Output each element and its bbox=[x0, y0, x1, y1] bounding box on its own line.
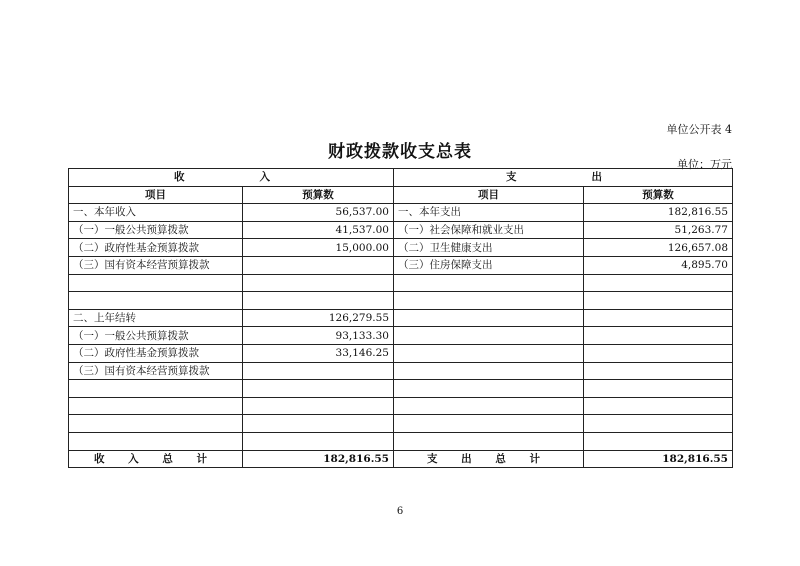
expense-value-cell bbox=[584, 309, 733, 327]
income-value-cell: 41,537.00 bbox=[243, 221, 394, 239]
income-item-cell: （二）政府性基金预算拨款 bbox=[69, 344, 243, 362]
income-budget-header: 预算数 bbox=[243, 186, 394, 204]
table-row bbox=[69, 274, 733, 292]
unit-label: 单位：万元 bbox=[677, 158, 732, 171]
expense-value-cell bbox=[584, 380, 733, 398]
income-value-cell: 56,537.00 bbox=[243, 204, 394, 222]
income-item-header: 项目 bbox=[69, 186, 243, 204]
expense-budget-header: 预算数 bbox=[584, 186, 733, 204]
table-row bbox=[69, 432, 733, 450]
table-row bbox=[69, 309, 733, 327]
income-item-cell: （三）国有资本经营预算拨款 bbox=[69, 256, 243, 274]
table-row bbox=[69, 221, 733, 239]
income-value-cell bbox=[243, 432, 394, 450]
expense-item-cell bbox=[394, 292, 584, 310]
income-value-cell bbox=[243, 380, 394, 398]
expense-item-cell bbox=[394, 362, 584, 380]
income-value-cell bbox=[243, 274, 394, 292]
expense-item-cell bbox=[394, 274, 584, 292]
income-item-cell: 二、上年结转 bbox=[69, 309, 243, 327]
expense-value-cell bbox=[584, 397, 733, 415]
expense-section-header: 支 出 bbox=[394, 169, 733, 187]
form-number: 单位公开表 4 bbox=[666, 123, 732, 136]
income-value-cell bbox=[243, 292, 394, 310]
expense-item-cell: （三）住房保障支出 bbox=[394, 256, 584, 274]
income-value-cell: 15,000.00 bbox=[243, 239, 394, 257]
expense-value-cell: 126,657.08 bbox=[584, 239, 733, 257]
table-row bbox=[69, 362, 733, 380]
income-item-cell: （三）国有资本经营预算拨款 bbox=[69, 362, 243, 380]
table-row bbox=[69, 204, 733, 222]
column-header-row bbox=[69, 186, 733, 204]
expense-item-cell: （一）社会保障和就业支出 bbox=[394, 221, 584, 239]
table-body bbox=[69, 204, 733, 450]
page-title: 财政拨款收支总表 bbox=[328, 142, 472, 162]
income-total-label: 收 入 总 计 bbox=[69, 450, 243, 468]
expense-value-cell bbox=[584, 327, 733, 345]
income-item-cell: （二）政府性基金预算拨款 bbox=[69, 239, 243, 257]
expense-value-cell: 51,263.77 bbox=[584, 221, 733, 239]
expense-total-value: 182,816.55 bbox=[584, 450, 733, 468]
expense-item-cell: （二）卫生健康支出 bbox=[394, 239, 584, 257]
income-item-cell: （一）一般公共预算拨款 bbox=[69, 327, 243, 345]
income-value-cell bbox=[243, 397, 394, 415]
table-row bbox=[69, 239, 733, 257]
expense-item-cell bbox=[394, 309, 584, 327]
income-item-cell bbox=[69, 274, 243, 292]
income-value-cell bbox=[243, 362, 394, 380]
expense-value-cell bbox=[584, 362, 733, 380]
expense-item-cell bbox=[394, 380, 584, 398]
expense-value-cell: 182,816.55 bbox=[584, 204, 733, 222]
section-header-row bbox=[69, 169, 733, 187]
expense-item-cell bbox=[394, 344, 584, 362]
table-row bbox=[69, 415, 733, 433]
expense-value-cell: 4,895.70 bbox=[584, 256, 733, 274]
income-item-cell: （一）一般公共预算拨款 bbox=[69, 221, 243, 239]
income-value-cell: 93,133.30 bbox=[243, 327, 394, 345]
income-total-value: 182,816.55 bbox=[243, 450, 394, 468]
expense-item-cell: 一、本年支出 bbox=[394, 204, 584, 222]
expense-item-cell bbox=[394, 397, 584, 415]
table-row bbox=[69, 397, 733, 415]
table-row bbox=[69, 327, 733, 345]
table-row bbox=[69, 344, 733, 362]
income-item-cell: 一、本年收入 bbox=[69, 204, 243, 222]
table-row bbox=[69, 292, 733, 310]
income-item-cell bbox=[69, 415, 243, 433]
page-number: 6 bbox=[396, 506, 404, 517]
expense-value-cell bbox=[584, 344, 733, 362]
income-section-header: 收 入 bbox=[69, 169, 394, 187]
expense-total-label: 支 出 总 计 bbox=[394, 450, 584, 468]
income-item-cell bbox=[69, 432, 243, 450]
expense-item-cell bbox=[394, 432, 584, 450]
income-value-cell: 126,279.55 bbox=[243, 309, 394, 327]
expense-value-cell bbox=[584, 274, 733, 292]
expense-item-cell bbox=[394, 327, 584, 345]
income-value-cell: 33,146.25 bbox=[243, 344, 394, 362]
total-row bbox=[69, 450, 733, 468]
table-row bbox=[69, 256, 733, 274]
expense-value-cell bbox=[584, 292, 733, 310]
income-item-cell bbox=[69, 380, 243, 398]
income-item-cell bbox=[69, 397, 243, 415]
expense-item-header: 项目 bbox=[394, 186, 584, 204]
fiscal-allocation-table bbox=[68, 168, 733, 468]
expense-value-cell bbox=[584, 415, 733, 433]
income-value-cell bbox=[243, 256, 394, 274]
income-value-cell bbox=[243, 415, 394, 433]
table-row bbox=[69, 380, 733, 398]
expense-item-cell bbox=[394, 415, 584, 433]
expense-value-cell bbox=[584, 432, 733, 450]
income-item-cell bbox=[69, 292, 243, 310]
